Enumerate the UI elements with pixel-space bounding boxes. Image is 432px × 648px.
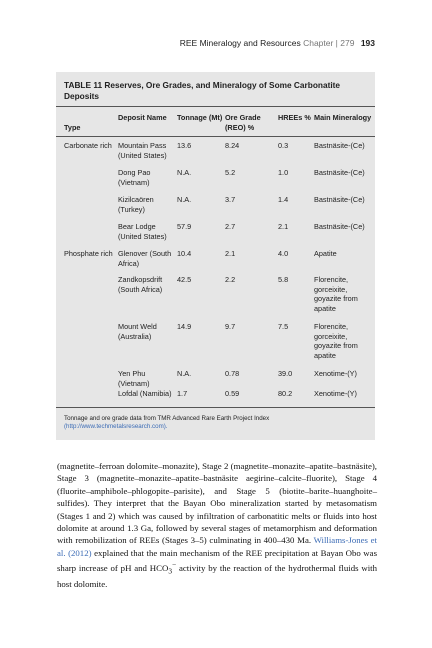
column-header: Ore Grade (REO) % <box>225 113 261 132</box>
table-cell-mineralogy: Bastnäsite-(Ce) <box>314 222 365 231</box>
table-cell-hrees: 7.5 <box>278 322 289 331</box>
column-header: Tonnage (Mt) <box>177 113 223 122</box>
table-cell-tonnage: 14.9 <box>177 322 192 331</box>
table-cell-mineralogy: Florencite, gorceixite, goyazite from apatite <box>314 322 358 360</box>
table-cell-mineralogy: Florencite, gorceixite, goyazite from apatite <box>314 275 358 313</box>
body-paragraph <box>57 460 377 591</box>
column-header: Type <box>64 123 81 132</box>
table-cell-deposit: Kizilcaören (Turkey) <box>118 195 154 214</box>
table-cell-hrees: 1.0 <box>278 168 289 177</box>
table-cell-hrees: 39.0 <box>278 369 293 378</box>
paragraph-text-3: activity by the reaction of the hydrothermal fluids with host dolomite. <box>57 563 377 590</box>
table-11 <box>56 72 375 440</box>
table-cell-deposit: Dong Pao (Vietnam) <box>118 168 151 187</box>
table-top-rule <box>56 106 375 107</box>
table-cell-deposit: Bear Lodge (United States) <box>118 222 167 241</box>
table-cell-grade: 9.7 <box>225 322 236 331</box>
column-header: HREEs % <box>278 113 311 122</box>
table-cell-hrees: 1.4 <box>278 195 289 204</box>
citation-link[interactable]: Williams-Jones et al. (2012) <box>57 535 377 558</box>
table-cell-hrees: 2.1 <box>278 222 289 231</box>
table-cell-grade: 0.78 <box>225 369 240 378</box>
column-header: Main Mineralogy <box>314 113 372 122</box>
table-cell-grade: 3.7 <box>225 195 236 204</box>
table-cell-tonnage: N.A. <box>177 195 192 204</box>
table-cell-grade: 8.24 <box>225 141 240 150</box>
table-cell-hrees: 4.0 <box>278 249 289 258</box>
table-header-rule <box>56 136 375 137</box>
table-cell-hrees: 80.2 <box>278 389 293 398</box>
table-cell-grade: 2.2 <box>225 275 236 284</box>
table-cell-deposit: Mountain Pass (United States) <box>118 141 167 160</box>
table-cell-deposit: Lofdal (Namibia) <box>118 389 172 398</box>
table-cell-hrees: 5.8 <box>278 275 289 284</box>
table-cell-grade: 2.1 <box>225 249 236 258</box>
table-cell-mineralogy: Bastnäsite-(Ce) <box>314 141 365 150</box>
superscript: − <box>172 560 177 570</box>
table-cell-mineralogy: Apatite <box>314 249 337 258</box>
footnote-link[interactable]: (http://www.techmetalsresearch.com). <box>64 423 168 431</box>
subscript: 3 <box>168 566 173 576</box>
table-cell-tonnage: 13.6 <box>177 141 192 150</box>
footnote-text: Tonnage and ore grade data from TMR Advanced Rare Earth Project Index <box>64 415 270 422</box>
paragraph-text-2: explained that the main mechanism of the REE precipitation at Bayan Obo was sharp increase of pH and HCO <box>57 547 377 574</box>
column-header: Deposit Name <box>118 113 167 122</box>
table-cell-tonnage: 57.9 <box>177 222 192 231</box>
table-cell-grade: 2.7 <box>225 222 236 231</box>
table-cell-tonnage: N.A. <box>177 168 192 177</box>
table-cell-type: Carbonate rich <box>64 141 112 150</box>
table-cell-tonnage: 42.5 <box>177 275 192 284</box>
table-cell-mineralogy: Bastnäsite-(Ce) <box>314 168 365 177</box>
chapter-label: Chapter | 279 <box>303 38 355 48</box>
table-cell-deposit: Yen Phu (Vietnam) <box>118 369 150 388</box>
table-bottom-rule <box>56 407 375 408</box>
table-cell-deposit: Glenover (South Africa) <box>118 249 172 268</box>
table-cell-tonnage: 1.7 <box>177 389 188 398</box>
table-cell-tonnage: N.A. <box>177 369 192 378</box>
table-cell-type: Phosphate rich <box>64 249 113 258</box>
table-footnote <box>64 415 369 432</box>
table-cell-mineralogy: Bastnäsite-(Ce) <box>314 195 365 204</box>
table-cell-mineralogy: Xenotime-(Y) <box>314 369 357 378</box>
running-title: REE Mineralogy and Resources <box>179 38 301 48</box>
table-cell-grade: 0.59 <box>225 389 240 398</box>
table-cell-deposit: Mount Weld (Australia) <box>118 322 157 341</box>
table-cell-tonnage: 10.4 <box>177 249 192 258</box>
table-caption: TABLE 11 Reserves, Ore Grades, and Mineralogy of Some Carbonatite Deposits <box>64 80 341 101</box>
running-header <box>0 38 375 48</box>
paragraph-text-1: (magnetite–ferroan dolomite–monazite), Stage 2 (magnetite–monazite–apatite–bastnäsite), Stage 3 (magnetite–monazite–apatite–bastnäsite aegirine–calcite–fluorite), Stage 4 (fluorite–amphibole–phlogopite–parisite), and Stage 5 (biotite–barite–huanghoite–sulfides). They interpret that the Bayan Obo mineralization started by metasomatism (Stages 1 and 2) which was caused by infiltration of carbonatitic melts or fluids into host dolomite at around 1.3 Ga, followed by several stages of metamorphism and deformation with remobilization of REEs (Stages 3–5) culminating in 400–430 Ma. <box>57 461 377 546</box>
page-number: 193 <box>360 38 375 48</box>
table-cell-grade: 5.2 <box>225 168 236 177</box>
table-cell-mineralogy: Xenotime-(Y) <box>314 389 357 398</box>
table-cell-hrees: 0.3 <box>278 141 289 150</box>
table-cell-deposit: Zandkopsdrift (South Africa) <box>118 275 163 294</box>
